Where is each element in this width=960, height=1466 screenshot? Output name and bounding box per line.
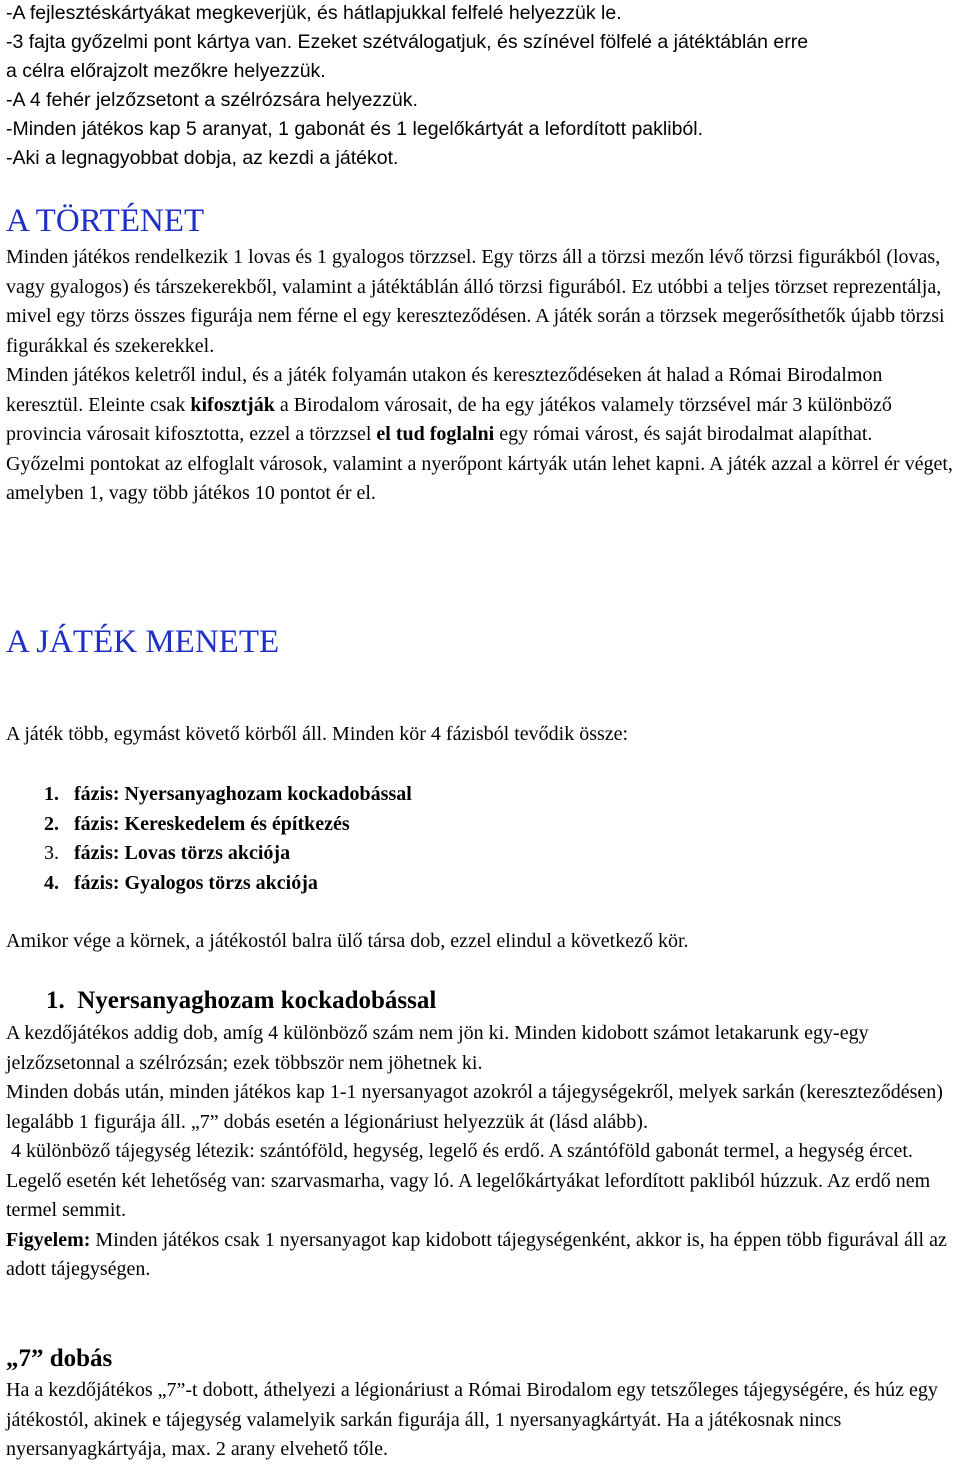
phase-label: fázis: Kereskedelem és építkezés xyxy=(74,812,350,835)
intro-line: -A 4 fehér jelzőzsetont a szélrózsára helyezzük. xyxy=(6,89,418,111)
dobas-7-paragraph: Ha a kezdőjátékos „7”-t dobott, áthelyezi a légionáriust a Római Birodalom egy tetszőleges tájegységére, és húz egy játékostól, akinek e tájegység valamelyik sarkán figurája áll, 1 nyersanyagkártyát. Ha a játékosnak nincs nyersanyagkártyája, max. 2 arany elvehető tőle. xyxy=(6,1379,938,1460)
emphasis-text: el tud foglalni xyxy=(376,423,495,445)
phase-label: fázis: Gyalogos törzs akciója xyxy=(74,871,318,894)
paragraph-text: a Birodalom városait, de ha egy játékos valamely törzsével már 3 különböző provincia városait kifosztotta, ezzel a törzzsel xyxy=(6,393,892,445)
menete-outro: Amikor vége a körnek, a játékostól balra ülő társa dob, ezzel elindul a következő kör. xyxy=(6,930,689,952)
nyersanyag-paragraph xyxy=(6,1226,956,1285)
emphasis-text: kifosztják xyxy=(190,393,275,416)
phase-number: 4. xyxy=(44,871,59,894)
section-heading-tortenet: A TÖRTÉNET xyxy=(6,203,205,239)
warning-label: Figyelem: xyxy=(6,1228,91,1251)
nyersanyag-body xyxy=(6,1019,956,1285)
phase-item xyxy=(44,780,412,810)
intro-line: -A fejlesztéskártyákat megkeverjük, és hátlapjukkal felfelé helyezzük le. xyxy=(6,2,622,24)
intro-line: a célra előrajzolt mezőkre helyezzük. xyxy=(6,60,326,82)
tortenet-paragraph xyxy=(6,361,956,450)
phase-number: 3. xyxy=(44,842,59,864)
tortenet-body xyxy=(6,243,956,509)
phase-item xyxy=(44,869,412,899)
nyersanyag-paragraph: 4 különböző tájegység létezik: szántóföld, hegység, legelő és erdő. A szántóföld gabonát termel, a hegység ércet. Legelő esetén két lehetőség van: szarvasmarha, vagy ló. A legelőkártyákat lefordított pakliból húzzuk. Az erdő nem termel semmit. xyxy=(6,1140,936,1221)
phase-number: 2. xyxy=(44,812,59,835)
paragraph-text: Minden játékos keletről indul, és a játék folyamán utakon és kereszteződéseken át halad a Római Birodalmon keresztül. Eleinte csak xyxy=(6,364,883,416)
phase-label: fázis: Lovas törzs akciója xyxy=(74,842,291,864)
tortenet-paragraph: Minden játékos rendelkezik 1 lovas és 1 gyalogos törzzsel. Egy törzs áll a törzsi mezőn lévő törzsi figurákból (lovas, vagy gyalogos) és társzekerekből, valamint a játéktáblán álló törzsi figurából. Ez utóbbi a teljes törzset reprezentálja, mivel egy törzs összes figurája nem férne el egy kereszteződésen. A játék során a törzsek megerősíthetők újabb törzsi figurákkal és szekerekkel. xyxy=(6,246,945,357)
tortenet-paragraph: Győzelmi pontokat az elfoglalt városok, valamint a nyerőpont kártyák után lehet kapni. A játék azzal a körrel ér véget, amelyben 1, vagy több játékos 10 pontot ér el. xyxy=(6,452,953,504)
section-heading-nyersanyag: 1. Nyersanyaghozam kockadobással xyxy=(46,987,437,1014)
intro-line: -Minden játékos kap 5 aranyat, 1 gabonát és 1 legelőkártyát a lefordított pakliból. xyxy=(6,118,704,140)
paragraph-text: egy római várost, és saját birodalmat alapíthat. xyxy=(494,423,873,445)
phase-number: 1. xyxy=(44,783,59,805)
intro-line: -3 fajta győzelmi pont kártya van. Ezeket szétválogatjuk, és színével fölfelé a játéktáblán erre xyxy=(6,31,809,53)
menete-intro: A játék több, egymást követő körből áll. Minden kör 4 fázisból tevődik össze: xyxy=(6,723,629,745)
paragraph-text: Minden játékos csak 1 nyersanyagot kap kidobott tájegységenként, akkor is, ha éppen több figurával áll az adott tájegységen. xyxy=(6,1228,947,1280)
nyersanyag-paragraph: Minden dobás után, minden játékos kap 1-1 nyersanyagot azokról a tájegységekről, melyek sarkán (kereszteződésen) legalább 1 figurája áll. „7” dobás esetén a légionáriust helyezzük át (lásd alább). xyxy=(6,1081,943,1133)
phase-label: fázis: Nyersanyaghozam kockadobással xyxy=(74,783,412,805)
intro-line: -Aki a legnagyobbat dobja, az kezdi a játékot. xyxy=(6,147,399,169)
section-heading-menete: A JÁTÉK MENETE xyxy=(6,624,280,660)
phase-item xyxy=(44,810,412,840)
intro-block xyxy=(6,0,808,173)
phase-item xyxy=(44,839,412,869)
section-heading-7-dobas: „7” dobás xyxy=(6,1345,113,1372)
nyersanyag-paragraph: A kezdőjátékos addig dob, amíg 4 különböző szám nem jön ki. Minden kidobott számot letakarunk egy-egy jelzőzsetonnal a szélrózsán; ezek többször nem jöhetnek ki. xyxy=(6,1022,869,1074)
phase-list xyxy=(6,780,412,898)
